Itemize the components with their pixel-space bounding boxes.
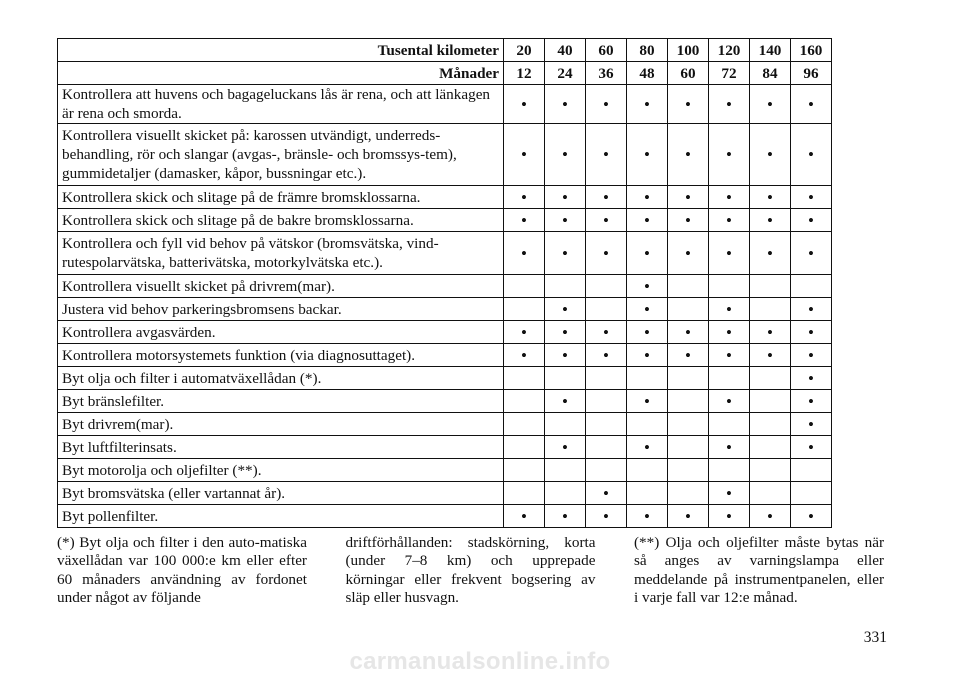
table-row: [58, 413, 832, 436]
task-description: Byt olja och filter i automatväxellådan (*).: [58, 367, 504, 390]
task-description: Byt pollenfilter.: [58, 505, 504, 528]
interval-mark: [545, 482, 586, 505]
interval-mark: [750, 367, 791, 390]
interval-mark: •: [627, 436, 668, 459]
interval-mark: [668, 367, 709, 390]
interval-mark: •: [709, 85, 750, 124]
interval-mark: [750, 459, 791, 482]
header-km-label: Tusental kilometer: [58, 39, 504, 62]
interval-mark: •: [545, 124, 586, 186]
interval-mark: •: [709, 505, 750, 528]
interval-mark: •: [504, 321, 545, 344]
interval-mark: •: [545, 505, 586, 528]
interval-mark: •: [586, 321, 627, 344]
table-row: [58, 459, 832, 482]
interval-mark: [668, 482, 709, 505]
header-months-value: 48: [627, 62, 668, 85]
header-months-value: 96: [791, 62, 832, 85]
interval-mark: [586, 390, 627, 413]
table-row: [58, 482, 832, 505]
interval-mark: •: [791, 209, 832, 232]
table-row: [58, 436, 832, 459]
header-months-label: Månader: [58, 62, 504, 85]
interval-mark: •: [627, 275, 668, 298]
interval-mark: •: [709, 321, 750, 344]
table-row: [58, 232, 832, 275]
interval-mark: [504, 482, 545, 505]
interval-mark: [668, 390, 709, 413]
footnote-automatic-transmission: (*) Byt olja och filter i den auto-matiska växellådan var 100 000:e km eller efter 60 månaders användning av fordonet under något av följande: [57, 534, 307, 607]
footnote-driving-conditions: driftförhållanden: stadskörning, korta (under 7–8 km) och upprepade körningar eller frekvent bogsering av släp eller husvagn.: [345, 534, 596, 607]
interval-mark: [750, 390, 791, 413]
table-row: [58, 186, 832, 209]
interval-mark: •: [668, 232, 709, 275]
interval-mark: •: [586, 344, 627, 367]
interval-mark: •: [709, 390, 750, 413]
task-description: Kontrollera att huvens och bagageluckans lås är rena, och att länkagen är rena och smorda.: [58, 85, 504, 124]
interval-mark: •: [545, 436, 586, 459]
interval-mark: [668, 298, 709, 321]
interval-mark: •: [668, 321, 709, 344]
header-months-value: 60: [668, 62, 709, 85]
interval-mark: •: [750, 505, 791, 528]
interval-mark: [791, 275, 832, 298]
interval-mark: •: [668, 85, 709, 124]
interval-mark: •: [750, 321, 791, 344]
interval-mark: •: [545, 186, 586, 209]
interval-mark: [586, 275, 627, 298]
interval-mark: •: [791, 390, 832, 413]
interval-mark: •: [791, 413, 832, 436]
interval-mark: •: [627, 344, 668, 367]
interval-mark: •: [750, 344, 791, 367]
interval-mark: [586, 367, 627, 390]
interval-mark: •: [504, 209, 545, 232]
header-km-value: 160: [791, 39, 832, 62]
header-months-value: 72: [709, 62, 750, 85]
header-months-value: 36: [586, 62, 627, 85]
interval-mark: •: [586, 505, 627, 528]
interval-mark: •: [668, 186, 709, 209]
interval-mark: [545, 275, 586, 298]
task-description: Kontrollera avgasvärden.: [58, 321, 504, 344]
header-months-value: 12: [504, 62, 545, 85]
interval-mark: •: [504, 232, 545, 275]
interval-mark: [750, 482, 791, 505]
header-months-value: 84: [750, 62, 791, 85]
interval-mark: •: [709, 482, 750, 505]
interval-mark: •: [750, 124, 791, 186]
interval-mark: [791, 482, 832, 505]
interval-mark: •: [750, 209, 791, 232]
header-row-months: [58, 62, 832, 85]
table-row: [58, 344, 832, 367]
interval-mark: •: [791, 367, 832, 390]
header-months-value: 24: [545, 62, 586, 85]
interval-mark: •: [627, 124, 668, 186]
interval-mark: •: [668, 344, 709, 367]
interval-mark: •: [504, 505, 545, 528]
interval-mark: [504, 298, 545, 321]
interval-mark: •: [668, 209, 709, 232]
interval-mark: [545, 413, 586, 436]
interval-mark: [586, 436, 627, 459]
table-row: [58, 298, 832, 321]
header-km-value: 120: [709, 39, 750, 62]
interval-mark: •: [750, 85, 791, 124]
interval-mark: [709, 413, 750, 436]
table-row: [58, 85, 832, 124]
interval-mark: •: [709, 436, 750, 459]
interval-mark: •: [791, 505, 832, 528]
task-description: Kontrollera skick och slitage på de bakre bromsklossarna.: [58, 209, 504, 232]
watermark-logo: carmanualsonline.info: [349, 648, 611, 675]
interval-mark: [709, 459, 750, 482]
maintenance-schedule-table: [57, 38, 832, 528]
task-description: Byt bromsvätska (eller vartannat år).: [58, 482, 504, 505]
header-row-km: [58, 39, 832, 62]
task-description: Kontrollera visuellt skicket på: karossen utvändigt, underreds-behandling, rör och slangar (avgas-, bränsle- och bromssys-tem), gummidetaljer (damasker, kåpor, bussningar etc.).: [58, 124, 504, 186]
interval-mark: •: [586, 209, 627, 232]
interval-mark: [627, 482, 668, 505]
interval-mark: •: [586, 85, 627, 124]
interval-mark: [545, 367, 586, 390]
interval-mark: [709, 367, 750, 390]
interval-mark: •: [504, 186, 545, 209]
interval-mark: •: [668, 505, 709, 528]
interval-mark: [668, 275, 709, 298]
interval-mark: •: [791, 186, 832, 209]
table-row: [58, 367, 832, 390]
interval-mark: •: [504, 85, 545, 124]
header-km-value: 100: [668, 39, 709, 62]
interval-mark: [586, 413, 627, 436]
interval-mark: •: [750, 186, 791, 209]
task-description: Byt luftfilterinsats.: [58, 436, 504, 459]
interval-mark: [627, 413, 668, 436]
interval-mark: [668, 413, 709, 436]
interval-mark: •: [627, 505, 668, 528]
interval-mark: •: [709, 186, 750, 209]
interval-mark: [545, 459, 586, 482]
table-row: [58, 321, 832, 344]
interval-mark: •: [709, 298, 750, 321]
interval-mark: •: [627, 321, 668, 344]
task-description: Byt drivrem(mar).: [58, 413, 504, 436]
interval-mark: •: [545, 232, 586, 275]
interval-mark: •: [545, 390, 586, 413]
header-km-value: 60: [586, 39, 627, 62]
interval-mark: •: [627, 390, 668, 413]
interval-mark: •: [791, 344, 832, 367]
interval-mark: •: [504, 344, 545, 367]
header-km-value: 40: [545, 39, 586, 62]
interval-mark: [504, 459, 545, 482]
interval-mark: [504, 367, 545, 390]
interval-mark: •: [627, 232, 668, 275]
interval-mark: •: [791, 85, 832, 124]
table-body: [58, 39, 832, 528]
interval-mark: •: [791, 298, 832, 321]
header-km-value: 140: [750, 39, 791, 62]
page-number: 331: [863, 629, 887, 646]
task-description: Kontrollera visuellt skicket på drivrem(mar).: [58, 275, 504, 298]
interval-mark: [627, 367, 668, 390]
interval-mark: [586, 459, 627, 482]
header-km-value: 80: [627, 39, 668, 62]
interval-mark: •: [709, 124, 750, 186]
interval-mark: •: [709, 232, 750, 275]
interval-mark: [750, 298, 791, 321]
interval-mark: •: [504, 124, 545, 186]
task-description: Justera vid behov parkeringsbromsens backar.: [58, 298, 504, 321]
interval-mark: •: [791, 321, 832, 344]
task-description: Kontrollera motorsystemets funktion (via diagnosuttaget).: [58, 344, 504, 367]
interval-mark: •: [586, 482, 627, 505]
header-km-value: 20: [504, 39, 545, 62]
interval-mark: •: [791, 124, 832, 186]
interval-mark: •: [586, 186, 627, 209]
interval-mark: •: [668, 124, 709, 186]
task-description: Kontrollera skick och slitage på de främre bromsklossarna.: [58, 186, 504, 209]
table-row: [58, 505, 832, 528]
table-row: [58, 209, 832, 232]
interval-mark: [627, 459, 668, 482]
interval-mark: [668, 459, 709, 482]
footnotes: [57, 534, 884, 608]
interval-mark: •: [709, 344, 750, 367]
interval-mark: •: [709, 209, 750, 232]
interval-mark: •: [545, 298, 586, 321]
interval-mark: •: [791, 232, 832, 275]
interval-mark: •: [545, 344, 586, 367]
interval-mark: [791, 459, 832, 482]
table-row: [58, 275, 832, 298]
interval-mark: •: [791, 436, 832, 459]
interval-mark: [504, 436, 545, 459]
interval-mark: •: [545, 321, 586, 344]
task-description: Byt motorolja och oljefilter (**).: [58, 459, 504, 482]
interval-mark: [668, 436, 709, 459]
interval-mark: [586, 298, 627, 321]
interval-mark: [750, 436, 791, 459]
table-row: [58, 390, 832, 413]
interval-mark: •: [627, 186, 668, 209]
interval-mark: •: [627, 85, 668, 124]
interval-mark: •: [586, 232, 627, 275]
interval-mark: •: [586, 124, 627, 186]
interval-mark: •: [750, 232, 791, 275]
interval-mark: [750, 413, 791, 436]
interval-mark: [504, 275, 545, 298]
interval-mark: •: [545, 85, 586, 124]
interval-mark: [709, 275, 750, 298]
task-description: Byt bränslefilter.: [58, 390, 504, 413]
interval-mark: •: [627, 298, 668, 321]
footnote-engine-oil: (**) Olja och oljefilter måste bytas när så anges av varningslampa eller meddelande på instrumentpanelen, eller i varje fall var 12:e månad.: [634, 534, 884, 607]
task-description: Kontrollera och fyll vid behov på vätskor (bromsvätska, vind-rutespolarvätska, batterivätska, motorkylvätska etc.).: [58, 232, 504, 275]
interval-mark: [504, 390, 545, 413]
interval-mark: •: [627, 209, 668, 232]
interval-mark: [504, 413, 545, 436]
interval-mark: •: [545, 209, 586, 232]
table-row: [58, 124, 832, 186]
interval-mark: [750, 275, 791, 298]
